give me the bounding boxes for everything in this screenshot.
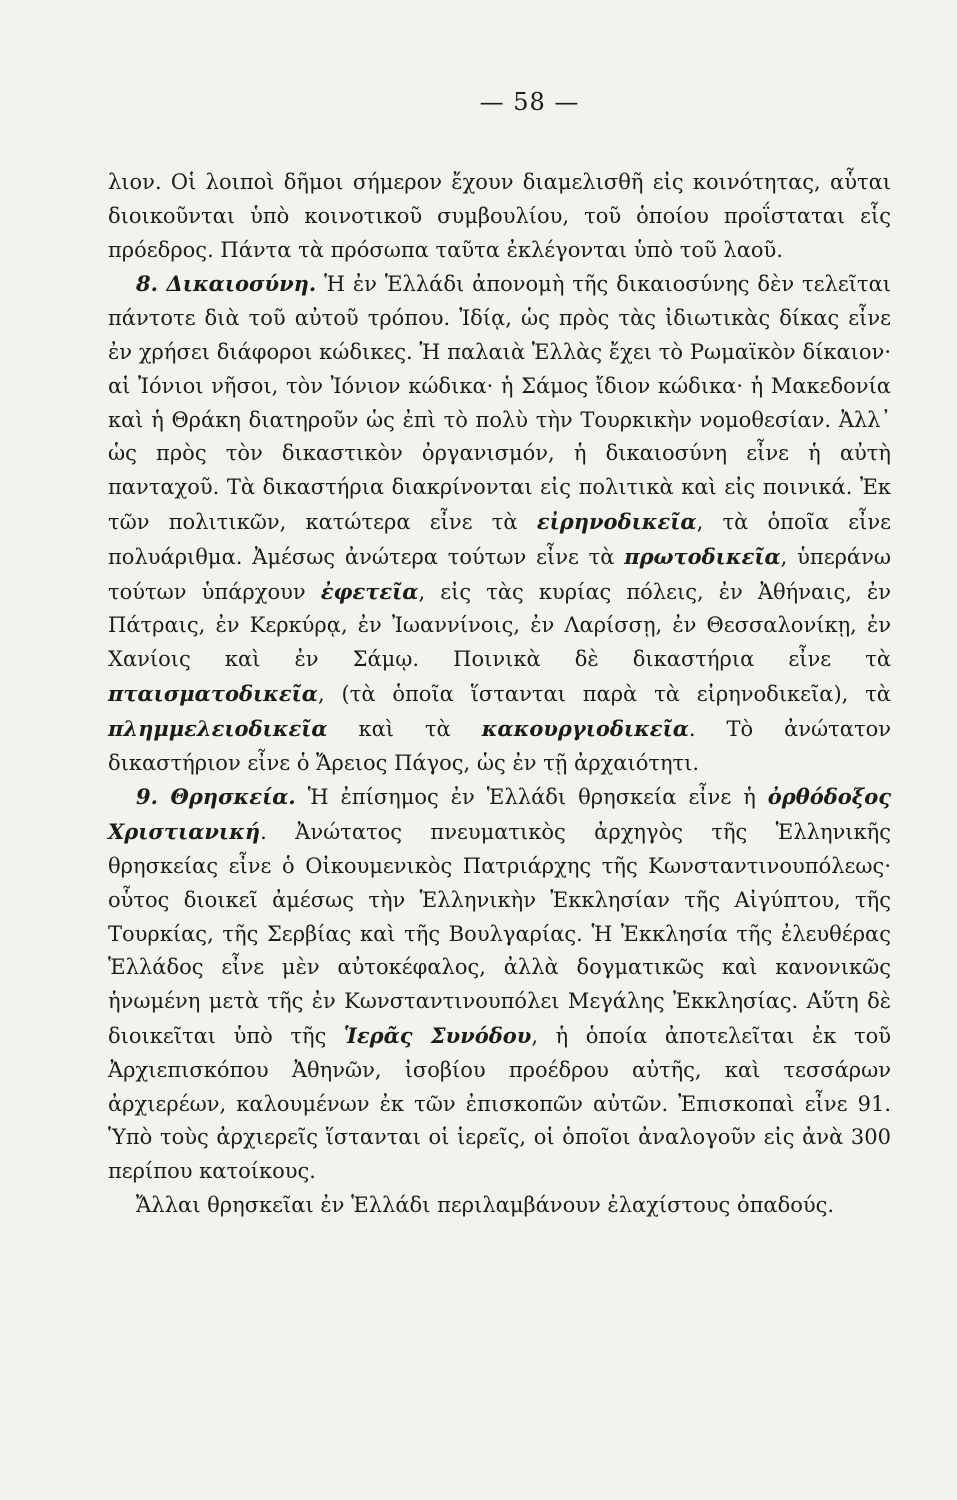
text-run: , ὑπεράνω τούτων ὑπάρχουν xyxy=(108,544,891,604)
paragraph-local-government xyxy=(108,166,891,267)
text-run: Ἡ ἐπίσημος ἐν Ἑλλάδι θρησκεία εἶνε ἡ xyxy=(295,785,768,810)
text-run: , (τὰ ὁποῖα ἵστανται παρὰ τὰ εἰρηνοδικεῖα), τὰ xyxy=(317,681,891,706)
page-body xyxy=(108,166,891,1223)
emphasized-term: πταισματοδικεῖα xyxy=(108,680,318,706)
text-run: καὶ τὰ xyxy=(327,716,482,741)
text-run: Ἡ ἐν Ἑλλάδι ἀπονομὴ τῆς δικαιοσύνης δὲν τελεῖται πάντοτε διὰ τοῦ αὐτοῦ τρόπου. Ἰδίᾳ, ὡς πρὸς τὰς ἰδιωτικὰς δίκας εἶνε ἐν χρήσει διάφοροι κώδικες. Ἡ παλαιὰ Ἑλλὰς ἔχει τὸ Ρωμαϊκὸν δίκαιον· αἱ Ἰόνιοι νῆσοι, τὸν Ἰόνιον κώδικα· ἡ Σάμος ἴδιον κώδικα· ἡ Μακεδονία καὶ ἡ Θράκη διατηροῦν ὡς ἐπὶ τὸ πολὺ τὴν Τουρκικὴν νομοθεσίαν. Ἀλλ᾿ ὡς πρὸς τὸν δικαστικὸν ὀργανισμόν, ἡ δικαιοσύνη εἶνε ἡ αὐτὴ πανταχοῦ. Τὰ δικαστήρια διακρίνονται εἰς πολιτικὰ καὶ εἰς ποινικά. Ἐκ τῶν πολιτικῶν, κατώτερα εἶνε τὰ xyxy=(108,272,891,534)
emphasized-term: κακουργιοδικεῖα xyxy=(481,715,689,741)
text-run: Ἄλλαι θρησκεῖαι ἐν Ἑλλάδι περιλαμβάνουν ἐλαχίστους ὀπαδούς. xyxy=(136,1192,835,1217)
text-run: , τὰ ὁποῖα εἶνε πολυάριθμα. Ἀμέσως ἀνώτερα τούτων εἶνε τὰ xyxy=(108,509,892,569)
emphasized-term: πλημμελειοδικεῖα xyxy=(108,715,328,741)
text-run: . Ἀνώτατος πνευματικὸς ἀρχηγὸς τῆς Ἑλληνικῆς θρησκείας εἶνε ὁ Οἰκουμενικὸς Πατριάρχης τῆς Κωνσταντινουπόλεως· οὗτος διοικεῖ ἀμέσως τὴν Ἑλληνικὴν Ἐκκλησίαν τῆς Αἰγύπτου, τῆς Τουρκίας, τῆς Σερβίας καὶ τῆς Βουλγαρίας. Ἡ Ἐκκλησία τῆς ἐλευθέρας Ἑλλάδος εἶνε μὲν αὐτοκέφαλος, ἀλλὰ δογματικῶς καὶ κανονικῶς ἡνωμένη μετὰ τῆς ἐν Κωνσταντινουπόλει Μεγάλης Ἐκκλησίας. Αὕτη δὲ διοικεῖται ὑπὸ τῆς xyxy=(108,820,891,1048)
page-number: — 58 — xyxy=(479,88,580,116)
paragraph-religion xyxy=(108,780,891,1189)
text-run: . Τὸ ἀνώτατον δικαστήριον εἶνε ὁ Ἄρειος Πάγος, ὡς ἐν τῇ ἀρχαιότητι. xyxy=(108,716,891,775)
section-heading: 8. Δικαιοσύνη. xyxy=(136,271,317,297)
paragraph-other-religions xyxy=(108,1189,891,1223)
text-run: λιον. Οἱ λοιποὶ δῆμοι σήμερον ἔχουν διαμελισθῆ εἰς κοινότητας, αὗται διοικοῦνται ὑπὸ κοινοτικοῦ συμβουλίου, τοῦ ὁποίου προΐσταται εἷς πρόεδρος. Πάντα τὰ πρόσωπα ταῦτα ἐκλέγονται ὑπὸ τοῦ λαοῦ. xyxy=(108,170,891,262)
section-heading: 9. Θρησκεία. xyxy=(136,784,296,810)
emphasized-term: ἐφετεῖα xyxy=(320,578,419,604)
text-run: , εἰς τὰς κυρίας πόλεις, ἐν Ἀθήναις, ἐν Πάτραις, ἐν Κερκύρᾳ, ἐν Ἰωαννίνοις, ἐν Λαρίσσῃ, ἐν Θεσσαλονίκῃ, ἐν Χανίοις καὶ ἐν Σάμῳ. Ποινικὰ δὲ δικαστήρια εἶνε τὰ xyxy=(108,579,891,672)
paragraph-justice xyxy=(108,267,891,780)
emphasized-term: πρωτοδικεῖα xyxy=(624,543,781,569)
emphasized-term: εἰρηνοδικεῖα xyxy=(536,508,697,534)
text-run: , ἡ ὁποία ἀποτελεῖται ἐκ τοῦ Ἀρχιεπισκόπου Ἀθηνῶν, ἰσοβίου προέδρου αὐτῆς, καὶ τεσσάρων ἀρχιερέων, καλουμένων ἐκ τῶν ἐπισκοπῶν αὐτῶν. Ἐπισκοπαὶ εἶνε 91. Ὑπὸ τοὺς ἀρχιερεῖς ἵστανται οἱ ἱερεῖς, οἱ ὁποῖοι ἀναλογοῦν εἰς ἀνὰ 300 περίπου κατοίκους. xyxy=(108,1023,891,1184)
emphasized-term: ὀρθόδοξος Χριστιανική xyxy=(108,784,891,845)
emphasized-term: Ἱερᾶς Συνόδου xyxy=(343,1022,532,1048)
